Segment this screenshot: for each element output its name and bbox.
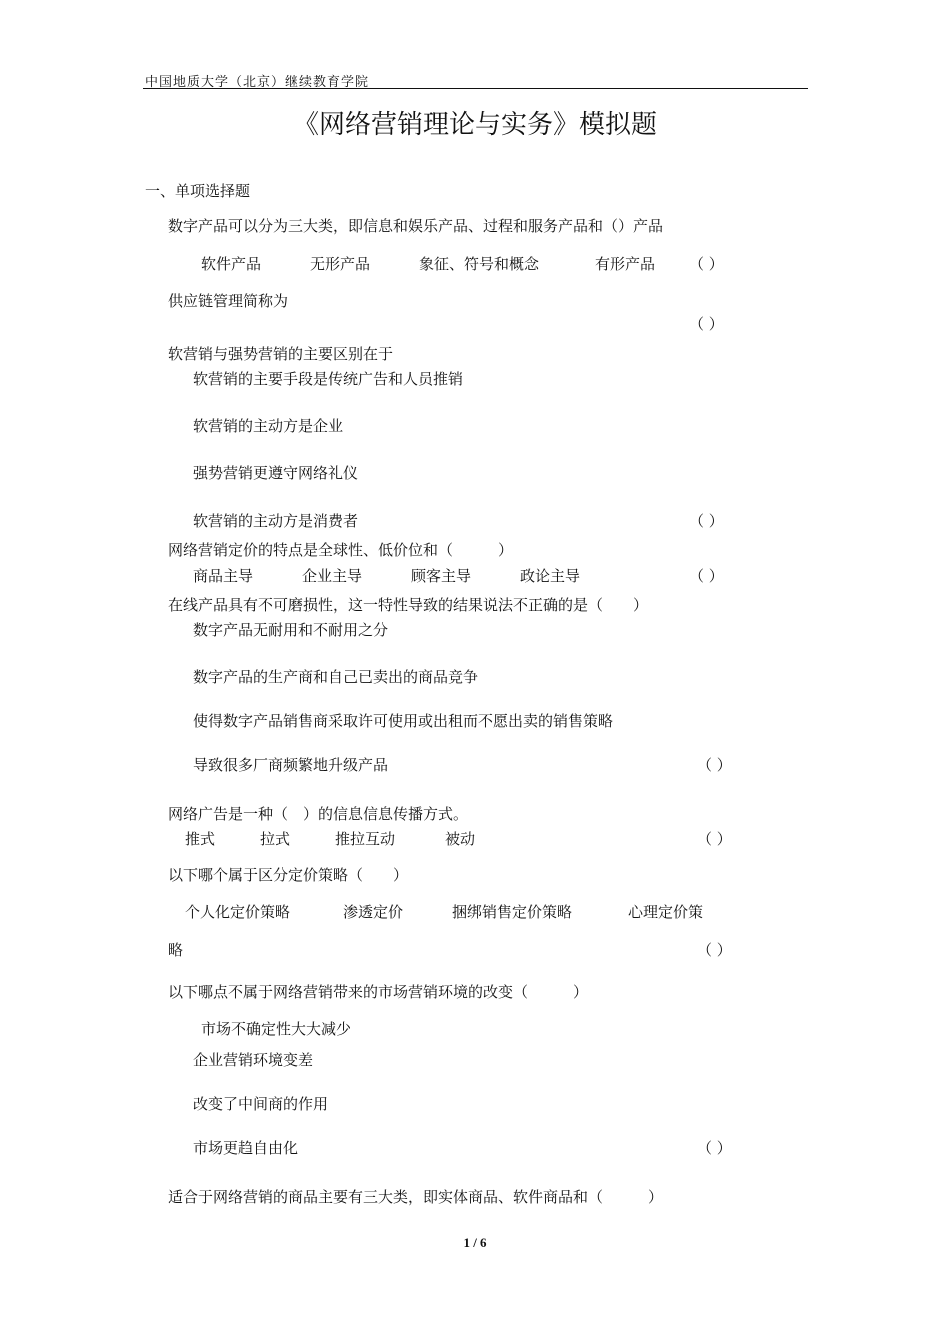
question-6-option-c: 推拉互动	[335, 830, 396, 848]
question-2-answer-blank: （ ）	[689, 315, 724, 333]
question-4-option-a: 商品主导	[193, 567, 254, 585]
question-8-option-c: 改变了中间商的作用	[193, 1095, 329, 1113]
question-6-option-b: 拉式	[260, 830, 291, 848]
question-1-option-d: 有形产品	[595, 255, 656, 273]
question-3-option-c: 强势营销更遵守网络礼仪	[193, 464, 359, 482]
question-6-stem: 网络广告是一种（ ）的信息信息传播方式。	[168, 805, 469, 823]
question-7-option-d-wrap: 略	[168, 941, 184, 959]
question-8-option-b: 企业营销环境变差	[193, 1051, 314, 1069]
question-7-option-b: 渗透定价	[343, 903, 404, 921]
question-4-option-b: 企业主导	[302, 567, 363, 585]
question-3-option-a: 软营销的主要手段是传统广告和人员推销	[193, 370, 464, 388]
question-7-stem: 以下哪个属于区分定价策略（ ）	[168, 866, 409, 884]
question-8-answer-blank: （ ）	[697, 1139, 732, 1157]
page-number: 1 / 6	[463, 1235, 487, 1250]
question-3-stem: 软营销与强势营销的主要区别在于	[168, 345, 394, 363]
question-8-option-d: 市场更趋自由化	[193, 1139, 299, 1157]
question-1-option-c: 象征、符号和概念	[419, 255, 540, 273]
question-5-answer-blank: （ ）	[697, 756, 732, 774]
question-7-option-c: 捆绑销售定价策略	[452, 903, 573, 921]
question-1-answer-blank: （ ）	[689, 255, 724, 273]
question-7-option-a: 个人化定价策略	[185, 903, 291, 921]
question-6-option-a: 推式	[185, 830, 216, 848]
question-4-option-c: 顾客主导	[411, 567, 472, 585]
question-1-stem: 数字产品可以分为三大类，即信息和娱乐产品、过程和服务产品和（）产品	[168, 217, 664, 235]
question-1-option-a: 软件产品	[201, 255, 262, 273]
question-4-stem: 网络营销定价的特点是全球性、低价位和（ ）	[168, 541, 514, 559]
question-1-option-b: 无形产品	[310, 255, 371, 273]
question-5-option-c: 使得数字产品销售商采取许可使用或出租而不愿出卖的销售策略	[193, 712, 614, 730]
question-8-option-a: 市场不确定性大大减少	[201, 1020, 352, 1038]
question-2-stem: 供应链管理简称为	[168, 292, 289, 310]
question-9-stem: 适合于网络营销的商品主要有三大类，即实体商品、软件商品和（ ）	[168, 1188, 664, 1206]
question-5-option-a: 数字产品无耐用和不耐用之分	[193, 621, 389, 639]
question-6-option-d: 被动	[445, 830, 476, 848]
question-6-answer-blank: （ ）	[697, 830, 732, 848]
question-7-option-d: 心理定价策	[628, 903, 704, 921]
question-4-option-d: 政论主导	[520, 567, 581, 585]
section-heading: 一、单项选择题	[145, 182, 251, 200]
question-5-option-b: 数字产品的生产商和自己已卖出的商品竞争	[193, 668, 479, 686]
question-5-option-d: 导致很多厂商频繁地升级产品	[193, 756, 389, 774]
header-institution: 中国地质大学（北京）继续教育学院	[145, 75, 370, 90]
question-7-answer-blank: （ ）	[697, 941, 732, 959]
header-rule	[143, 88, 808, 89]
question-4-answer-blank: （ ）	[689, 567, 724, 585]
document-title: 《网络营销理论与实务》模拟题	[292, 110, 657, 140]
question-3-option-b: 软营销的主动方是企业	[193, 417, 344, 435]
question-5-stem: 在线产品具有不可磨损性，这一特性导致的结果说法不正确的是（ ）	[168, 596, 649, 614]
question-3-answer-blank: （ ）	[689, 512, 724, 530]
question-8-stem: 以下哪点不属于网络营销带来的市场营销环境的改变（ ）	[168, 983, 589, 1001]
question-3-option-d: 软营销的主动方是消费者	[193, 512, 359, 530]
